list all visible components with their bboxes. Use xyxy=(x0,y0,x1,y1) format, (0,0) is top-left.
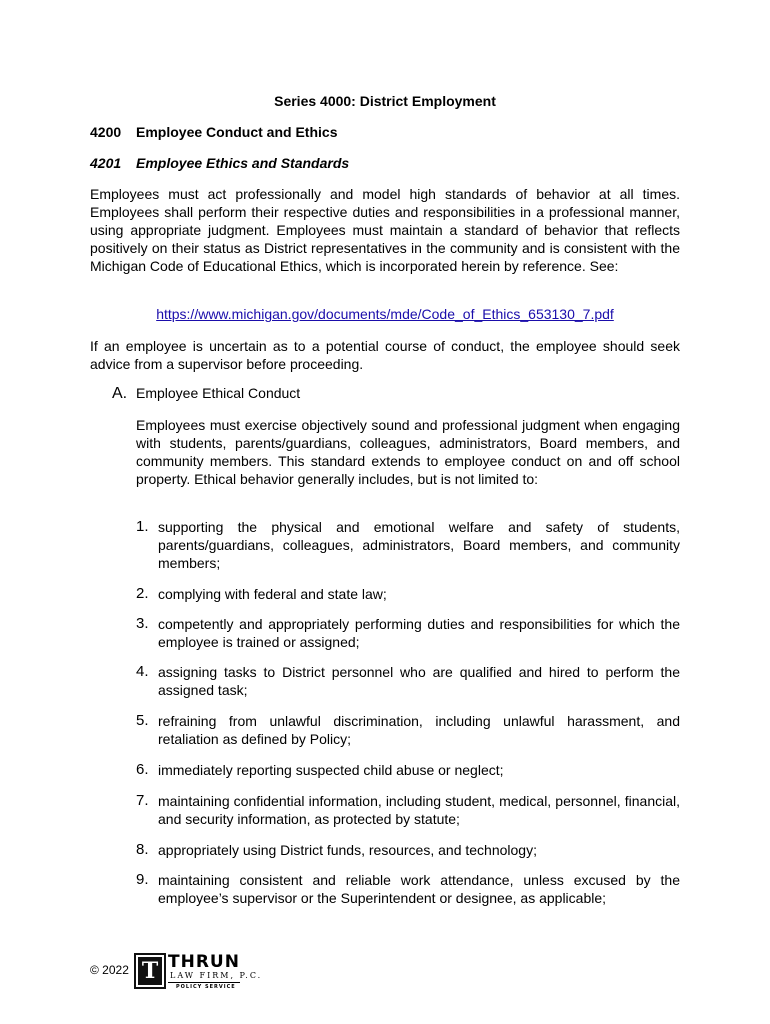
list-item-number: 7. xyxy=(136,792,149,809)
list-item-number: 5. xyxy=(136,712,149,729)
list-item-text: immediately reporting suspected child abuse or neglect; xyxy=(158,762,504,778)
copyright-text: © 2022 xyxy=(90,963,129,977)
list-item xyxy=(136,518,680,572)
list-item xyxy=(136,615,680,651)
section-number: 4200 xyxy=(90,124,122,140)
list-item-number: 6. xyxy=(136,761,149,778)
series-title: Series 4000: District Employment xyxy=(274,93,496,109)
list-item-number: 1. xyxy=(136,518,149,535)
list-item xyxy=(136,841,680,859)
list-item-number: 2. xyxy=(136,585,149,602)
list-item-number: 4. xyxy=(136,663,149,680)
subsection-title: Employee Ethics and Standards xyxy=(136,155,350,171)
list-item-text: assigning tasks to District personnel who are qualified and hired to perform the assigned task; xyxy=(158,664,680,698)
advice-paragraph: If an employee is uncertain as to a potential course of conduct, the employee should seek advice from a supervisor before proceeding. xyxy=(90,338,680,372)
list-item-text: refraining from unlawful discrimination, including unlawful harassment, and retaliation as defined by Policy; xyxy=(158,713,680,747)
list-item-text: maintaining consistent and reliable work attendance, unless excused by the employee’s supervisor or the Superintendent or designee, as applicable; xyxy=(158,872,680,906)
logo-service: POLICY SERVICE xyxy=(176,984,236,990)
ethics-code-link-row xyxy=(0,306,770,322)
page-footer xyxy=(90,952,290,995)
list-item xyxy=(136,663,680,699)
list-item xyxy=(136,585,680,603)
section-a-body: Employees must exercise objectively sound and professional judgment when engaging with students, parents/guardians, colleagues, administrators, Board members, and community members. This standard extends to employee conduct on and off school property. Ethical behavior generally includes, but is not limited to: xyxy=(136,417,680,487)
logo-divider xyxy=(168,982,240,983)
subsection-number: 4201 xyxy=(90,155,122,171)
list-item-number: 3. xyxy=(136,615,149,632)
subsection-heading xyxy=(90,155,349,171)
list-item xyxy=(136,792,680,828)
section-title: Employee Conduct and Ethics xyxy=(136,124,338,140)
list-item xyxy=(136,871,680,907)
logo-subtitle: LAW FIRM, P.C. xyxy=(170,971,263,980)
list-item xyxy=(136,712,680,748)
section-a-title: Employee Ethical Conduct xyxy=(136,385,301,401)
intro-paragraph: Employees must act professionally and model high standards of behavior at all times. Employees shall perform their respective duties and responsibilities in a professional manner, using appropriate judgment. Employees must maintain a standard of behavior that reflects positively on their status as District representatives in the community and is consistent with the Michigan Code of Educational Ethics, which is incorporated herein by reference. See: xyxy=(90,186,680,274)
section-a-heading xyxy=(112,385,300,403)
list-item-text: maintaining confidential information, including student, medical, personnel, financial, and security information, as protected by statute; xyxy=(158,793,680,827)
logo-name: THRUN xyxy=(168,952,240,972)
list-item xyxy=(136,761,680,779)
list-item-text: complying with federal and state law; xyxy=(158,586,387,602)
thrun-logo-icon: T xyxy=(136,955,164,987)
list-item-text: appropriately using District funds, resources, and technology; xyxy=(158,842,537,858)
section-heading xyxy=(90,124,337,140)
list-item-number: 8. xyxy=(136,841,149,858)
list-item-text: supporting the physical and emotional welfare and safety of students, parents/guardians, colleagues, administrators, Board members, and community members; xyxy=(158,519,680,571)
list-item-text: competently and appropriately performing duties and responsibilities for which the employee is trained or assigned; xyxy=(158,616,680,650)
list-item-number: 9. xyxy=(136,871,149,888)
ethics-code-link[interactable]: https://www.michigan.gov/documents/mde/Code_of_Ethics_653130_7.pdf xyxy=(156,306,614,322)
section-a-letter: A. xyxy=(112,385,128,402)
